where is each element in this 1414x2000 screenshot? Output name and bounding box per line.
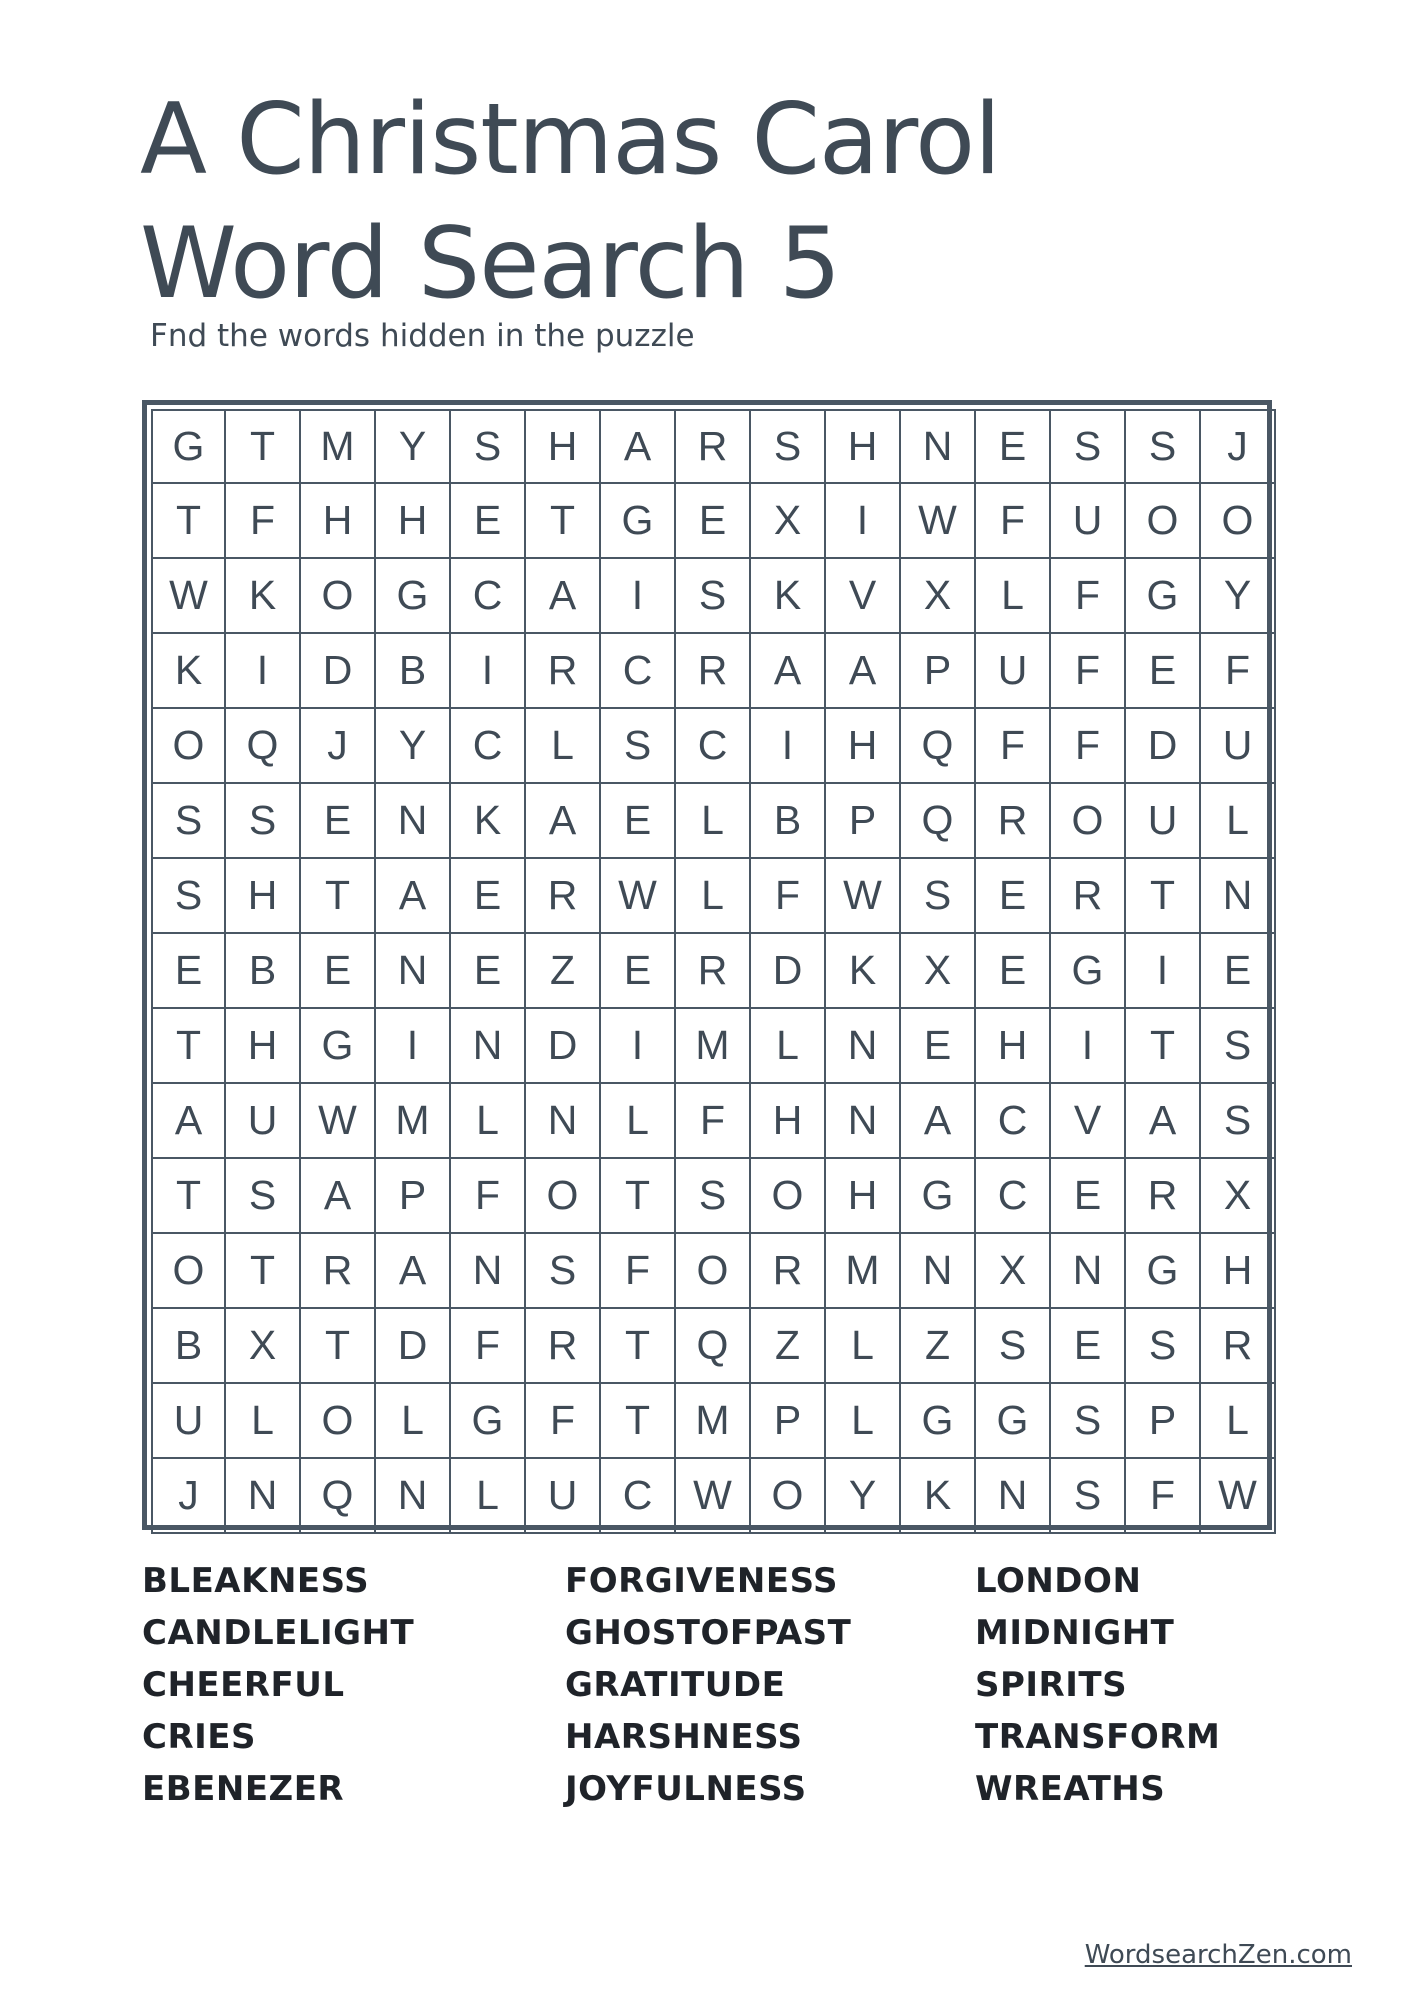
grid-cell[interactable]: W (301, 1084, 376, 1159)
grid-cell[interactable]: U (976, 634, 1051, 709)
grid-cell[interactable]: S (676, 559, 751, 634)
grid-cell[interactable]: W (151, 559, 226, 634)
grid-cell[interactable]: I (601, 1009, 676, 1084)
grid-cell[interactable]: E (601, 784, 676, 859)
grid-cell[interactable]: D (376, 1309, 451, 1384)
grid-cell[interactable]: A (901, 1084, 976, 1159)
grid-cell[interactable]: T (301, 859, 376, 934)
grid-cell[interactable]: E (976, 934, 1051, 1009)
grid-cell[interactable]: M (676, 1009, 751, 1084)
grid-cell[interactable]: O (751, 1159, 826, 1234)
grid-cell[interactable]: Q (676, 1309, 751, 1384)
grid-cell[interactable]: I (601, 559, 676, 634)
word-list-item: FORGIVENESS (565, 1561, 839, 1601)
grid-cell[interactable]: G (376, 559, 451, 634)
grid-cell[interactable]: O (1126, 484, 1201, 559)
grid-cell[interactable]: B (151, 1309, 226, 1384)
grid-cell[interactable]: S (976, 1309, 1051, 1384)
grid-cell[interactable]: E (301, 784, 376, 859)
grid-cell[interactable]: N (376, 1459, 451, 1534)
grid-cell[interactable]: F (226, 484, 301, 559)
grid-cell[interactable]: S (901, 859, 976, 934)
grid-cell[interactable]: O (751, 1459, 826, 1534)
grid-cell[interactable]: O (301, 1384, 376, 1459)
grid-cell[interactable]: T (226, 409, 301, 484)
grid-cell[interactable]: G (151, 409, 226, 484)
word-list-item: CANDLELIGHT (142, 1613, 415, 1653)
grid-cell[interactable]: F (1126, 1459, 1201, 1534)
grid-cell[interactable]: S (1126, 409, 1201, 484)
grid-cell[interactable]: E (451, 484, 526, 559)
word-list-item: LONDON (975, 1561, 1142, 1601)
grid-cell[interactable]: P (376, 1159, 451, 1234)
grid-cell[interactable]: W (901, 484, 976, 559)
title-line-1: A Christmas Carol (140, 83, 1001, 197)
grid-cell[interactable]: F (1051, 709, 1126, 784)
grid-cell[interactable]: X (901, 559, 976, 634)
grid-cell[interactable]: L (826, 1309, 901, 1384)
grid-cell[interactable]: F (451, 1159, 526, 1234)
grid-cell[interactable]: W (826, 859, 901, 934)
grid-cell[interactable]: U (226, 1084, 301, 1159)
grid-cell[interactable]: B (751, 784, 826, 859)
grid-cell[interactable]: A (826, 634, 901, 709)
grid-cell[interactable]: H (226, 859, 301, 934)
grid-cell[interactable]: F (676, 1084, 751, 1159)
grid-cell[interactable]: A (1126, 1084, 1201, 1159)
grid-cell[interactable]: C (976, 1159, 1051, 1234)
grid-cell[interactable]: X (901, 934, 976, 1009)
grid-cell[interactable]: G (301, 1009, 376, 1084)
grid-cell[interactable]: X (976, 1234, 1051, 1309)
grid-cell[interactable]: Q (301, 1459, 376, 1534)
grid-cell[interactable]: F (976, 709, 1051, 784)
grid-cell[interactable]: E (301, 934, 376, 1009)
grid-cell[interactable]: I (751, 709, 826, 784)
grid-cell[interactable]: T (601, 1159, 676, 1234)
grid-cell[interactable]: P (1126, 1384, 1201, 1459)
page-title (140, 78, 1000, 326)
grid-cell[interactable]: K (826, 934, 901, 1009)
grid-cell[interactable]: S (526, 1234, 601, 1309)
grid-cell[interactable]: I (1051, 1009, 1126, 1084)
grid-cell[interactable]: N (826, 1084, 901, 1159)
grid-cell[interactable]: N (451, 1234, 526, 1309)
grid-cell[interactable]: H (1201, 1234, 1276, 1309)
grid-cell[interactable]: R (1126, 1159, 1201, 1234)
grid-cell[interactable]: U (1051, 484, 1126, 559)
grid-cell[interactable]: P (826, 784, 901, 859)
grid-cell[interactable]: R (676, 634, 751, 709)
grid-cell[interactable]: T (151, 1009, 226, 1084)
grid-cell[interactable]: L (451, 1459, 526, 1534)
grid-cell[interactable]: N (526, 1084, 601, 1159)
grid-cell[interactable]: Y (1201, 559, 1276, 634)
grid-cell[interactable]: H (976, 1009, 1051, 1084)
grid-cell[interactable]: I (226, 634, 301, 709)
grid-cell[interactable]: H (226, 1009, 301, 1084)
grid-cell[interactable]: E (451, 859, 526, 934)
puzzle-grid-frame (142, 400, 1272, 1530)
grid-cell[interactable]: N (1051, 1234, 1126, 1309)
grid-cell[interactable]: L (601, 1084, 676, 1159)
grid-cell[interactable]: Y (376, 409, 451, 484)
grid-cell[interactable]: T (601, 1384, 676, 1459)
grid-cell[interactable]: C (451, 709, 526, 784)
grid-cell[interactable]: A (526, 559, 601, 634)
grid-cell[interactable]: X (751, 484, 826, 559)
grid-cell[interactable]: R (751, 1234, 826, 1309)
grid-cell[interactable]: L (676, 784, 751, 859)
word-list-item: SPIRITS (975, 1665, 1128, 1705)
grid-cell[interactable]: E (976, 859, 1051, 934)
grid-cell[interactable]: B (226, 934, 301, 1009)
grid-cell[interactable]: S (1051, 1384, 1126, 1459)
grid-cell[interactable]: A (376, 1234, 451, 1309)
grid-cell[interactable]: R (1051, 859, 1126, 934)
grid-cell[interactable]: L (751, 1009, 826, 1084)
grid-cell[interactable]: D (1126, 709, 1201, 784)
grid-cell[interactable]: U (526, 1459, 601, 1534)
word-list-item: JOYFULNESS (565, 1769, 807, 1809)
grid-cell[interactable]: A (151, 1084, 226, 1159)
grid-cell[interactable]: G (451, 1384, 526, 1459)
grid-cell[interactable]: F (976, 484, 1051, 559)
grid-cell[interactable]: O (526, 1159, 601, 1234)
grid-cell[interactable]: K (901, 1459, 976, 1534)
grid-cell[interactable]: F (1051, 559, 1126, 634)
word-list-item: CRIES (142, 1717, 256, 1757)
grid-cell[interactable]: H (301, 484, 376, 559)
grid-cell[interactable]: V (826, 559, 901, 634)
grid-cell[interactable]: D (751, 934, 826, 1009)
grid-cell[interactable]: W (601, 859, 676, 934)
grid-cell[interactable]: N (226, 1459, 301, 1534)
grid-cell[interactable]: E (1201, 934, 1276, 1009)
grid-cell[interactable]: L (376, 1384, 451, 1459)
grid-cell[interactable]: M (826, 1234, 901, 1309)
grid-cell[interactable]: N (1201, 859, 1276, 934)
grid-cell[interactable]: U (151, 1384, 226, 1459)
grid-cell[interactable]: E (976, 409, 1051, 484)
word-list-item: HARSHNESS (565, 1717, 803, 1757)
grid-cell[interactable]: Q (901, 784, 976, 859)
grid-cell[interactable]: G (1126, 559, 1201, 634)
grid-cell[interactable]: T (301, 1309, 376, 1384)
grid-cell[interactable]: C (601, 634, 676, 709)
grid-cell[interactable]: L (676, 859, 751, 934)
grid-cell[interactable]: E (601, 934, 676, 1009)
grid-cell[interactable]: U (1201, 709, 1276, 784)
grid-cell[interactable]: R (676, 934, 751, 1009)
grid-cell[interactable]: K (151, 634, 226, 709)
grid-cell[interactable]: M (676, 1384, 751, 1459)
word-list-item: GHOSTOFPAST (565, 1613, 852, 1653)
grid-cell[interactable]: G (901, 1159, 976, 1234)
grid-cell[interactable]: G (1051, 934, 1126, 1009)
grid-cell[interactable]: S (226, 1159, 301, 1234)
grid-cell[interactable]: M (376, 1084, 451, 1159)
grid-cell[interactable]: V (1051, 1084, 1126, 1159)
puzzle-grid (151, 409, 1276, 1534)
grid-cell[interactable]: T (151, 484, 226, 559)
grid-cell[interactable]: T (526, 484, 601, 559)
grid-cell[interactable]: E (1126, 634, 1201, 709)
grid-cell[interactable]: O (676, 1234, 751, 1309)
grid-cell[interactable]: Y (826, 1459, 901, 1534)
word-list-column-2 (565, 1555, 851, 1815)
grid-cell[interactable]: R (526, 634, 601, 709)
word-list (142, 1555, 1272, 1809)
grid-cell[interactable]: L (1201, 784, 1276, 859)
grid-cell[interactable]: S (1201, 1084, 1276, 1159)
grid-cell[interactable]: G (601, 484, 676, 559)
grid-cell[interactable]: O (151, 1234, 226, 1309)
grid-cell[interactable]: E (451, 934, 526, 1009)
grid-cell[interactable]: E (676, 484, 751, 559)
grid-cell[interactable]: H (526, 409, 601, 484)
grid-cell[interactable]: R (301, 1234, 376, 1309)
grid-cell[interactable]: N (901, 409, 976, 484)
grid-cell[interactable]: O (1051, 784, 1126, 859)
grid-cell[interactable]: S (601, 709, 676, 784)
grid-cell[interactable]: T (151, 1159, 226, 1234)
word-list-item: CHEERFUL (142, 1665, 345, 1705)
grid-cell[interactable]: I (376, 1009, 451, 1084)
grid-cell[interactable]: T (226, 1234, 301, 1309)
grid-cell[interactable]: F (1201, 634, 1276, 709)
grid-cell[interactable]: Q (226, 709, 301, 784)
word-list-item: TRANSFORM (975, 1717, 1221, 1757)
grid-cell[interactable]: W (676, 1459, 751, 1534)
grid-cell[interactable]: F (601, 1234, 676, 1309)
grid-cell[interactable]: J (1201, 409, 1276, 484)
grid-cell[interactable]: P (751, 1384, 826, 1459)
grid-cell[interactable]: N (451, 1009, 526, 1084)
grid-cell[interactable]: C (976, 1084, 1051, 1159)
word-list-column-1 (142, 1555, 414, 1815)
grid-cell[interactable]: B (376, 634, 451, 709)
word-list-item: BLEAKNESS (142, 1561, 370, 1601)
grid-cell[interactable]: C (676, 709, 751, 784)
grid-cell[interactable]: O (151, 709, 226, 784)
grid-cell[interactable]: P (901, 634, 976, 709)
grid-cell[interactable]: T (1126, 1009, 1201, 1084)
grid-cell[interactable]: L (526, 709, 601, 784)
grid-cell[interactable]: I (451, 634, 526, 709)
grid-cell[interactable]: L (1201, 1384, 1276, 1459)
grid-cell[interactable]: U (1126, 784, 1201, 859)
grid-cell[interactable]: Y (376, 709, 451, 784)
grid-cell[interactable]: S (751, 409, 826, 484)
word-list-item: EBENEZER (142, 1769, 345, 1809)
grid-cell[interactable]: K (451, 784, 526, 859)
grid-cell[interactable]: G (1126, 1234, 1201, 1309)
grid-cell[interactable]: R (526, 859, 601, 934)
grid-cell[interactable]: G (976, 1384, 1051, 1459)
grid-cell[interactable]: M (301, 409, 376, 484)
grid-cell[interactable]: F (1051, 634, 1126, 709)
grid-cell[interactable]: Z (751, 1309, 826, 1384)
grid-cell[interactable]: F (526, 1384, 601, 1459)
grid-cell[interactable]: N (826, 1009, 901, 1084)
grid-cell[interactable]: H (826, 709, 901, 784)
site-link[interactable]: WordsearchZen.com (1084, 1940, 1352, 1970)
grid-cell[interactable]: X (1201, 1159, 1276, 1234)
word-list-item: MIDNIGHT (975, 1613, 1175, 1653)
grid-cell[interactable]: N (901, 1234, 976, 1309)
grid-cell[interactable]: L (226, 1384, 301, 1459)
grid-cell[interactable]: S (676, 1159, 751, 1234)
grid-cell[interactable]: E (151, 934, 226, 1009)
grid-cell[interactable]: H (826, 409, 901, 484)
grid-cell[interactable]: R (976, 784, 1051, 859)
grid-cell[interactable]: W (1201, 1459, 1276, 1534)
grid-cell[interactable]: A (751, 634, 826, 709)
grid-cell[interactable]: N (376, 784, 451, 859)
grid-cell[interactable]: O (301, 559, 376, 634)
grid-cell[interactable]: F (451, 1309, 526, 1384)
grid-cell[interactable]: E (1051, 1159, 1126, 1234)
grid-cell[interactable]: S (226, 784, 301, 859)
grid-cell[interactable]: A (601, 409, 676, 484)
grid-cell[interactable]: R (526, 1309, 601, 1384)
grid-cell[interactable]: T (601, 1309, 676, 1384)
grid-cell[interactable]: L (826, 1384, 901, 1459)
grid-cell[interactable]: X (226, 1309, 301, 1384)
title-line-2: Word Search 5 (140, 207, 841, 321)
grid-cell[interactable]: S (1051, 409, 1126, 484)
grid-cell[interactable]: R (1201, 1309, 1276, 1384)
grid-cell[interactable]: C (601, 1459, 676, 1534)
grid-cell[interactable]: H (826, 1159, 901, 1234)
grid-cell[interactable]: I (826, 484, 901, 559)
grid-cell[interactable]: H (376, 484, 451, 559)
grid-cell[interactable]: J (301, 709, 376, 784)
grid-cell[interactable]: A (301, 1159, 376, 1234)
grid-cell[interactable]: T (1126, 859, 1201, 934)
grid-cell[interactable]: E (901, 1009, 976, 1084)
grid-cell[interactable]: A (526, 784, 601, 859)
instructions: Fnd the words hidden in the puzzle (150, 318, 695, 354)
word-list-item: WREATHS (975, 1769, 1166, 1809)
grid-cell[interactable]: S (1126, 1309, 1201, 1384)
grid-cell[interactable]: Z (526, 934, 601, 1009)
grid-cell[interactable]: J (151, 1459, 226, 1534)
grid-cell[interactable]: Q (901, 709, 976, 784)
grid-cell[interactable]: N (376, 934, 451, 1009)
grid-cell[interactable]: S (1201, 1009, 1276, 1084)
grid-cell[interactable]: D (526, 1009, 601, 1084)
grid-cell[interactable]: G (901, 1384, 976, 1459)
grid-cell[interactable]: N (976, 1459, 1051, 1534)
grid-cell[interactable]: C (451, 559, 526, 634)
grid-cell[interactable]: F (751, 859, 826, 934)
grid-cell[interactable]: S (451, 409, 526, 484)
grid-cell[interactable]: K (226, 559, 301, 634)
grid-cell[interactable]: O (1201, 484, 1276, 559)
grid-cell[interactable]: Z (901, 1309, 976, 1384)
grid-cell[interactable]: L (976, 559, 1051, 634)
grid-cell[interactable]: S (151, 784, 226, 859)
grid-cell[interactable]: I (1126, 934, 1201, 1009)
grid-cell[interactable]: R (676, 409, 751, 484)
grid-cell[interactable]: S (151, 859, 226, 934)
grid-cell[interactable]: H (751, 1084, 826, 1159)
grid-cell[interactable]: K (751, 559, 826, 634)
grid-cell[interactable]: D (301, 634, 376, 709)
grid-cell[interactable]: E (1051, 1309, 1126, 1384)
grid-cell[interactable]: A (376, 859, 451, 934)
grid-cell[interactable]: S (1051, 1459, 1126, 1534)
grid-cell[interactable]: L (451, 1084, 526, 1159)
word-list-column-3 (975, 1555, 1220, 1815)
word-list-item: GRATITUDE (565, 1665, 786, 1705)
